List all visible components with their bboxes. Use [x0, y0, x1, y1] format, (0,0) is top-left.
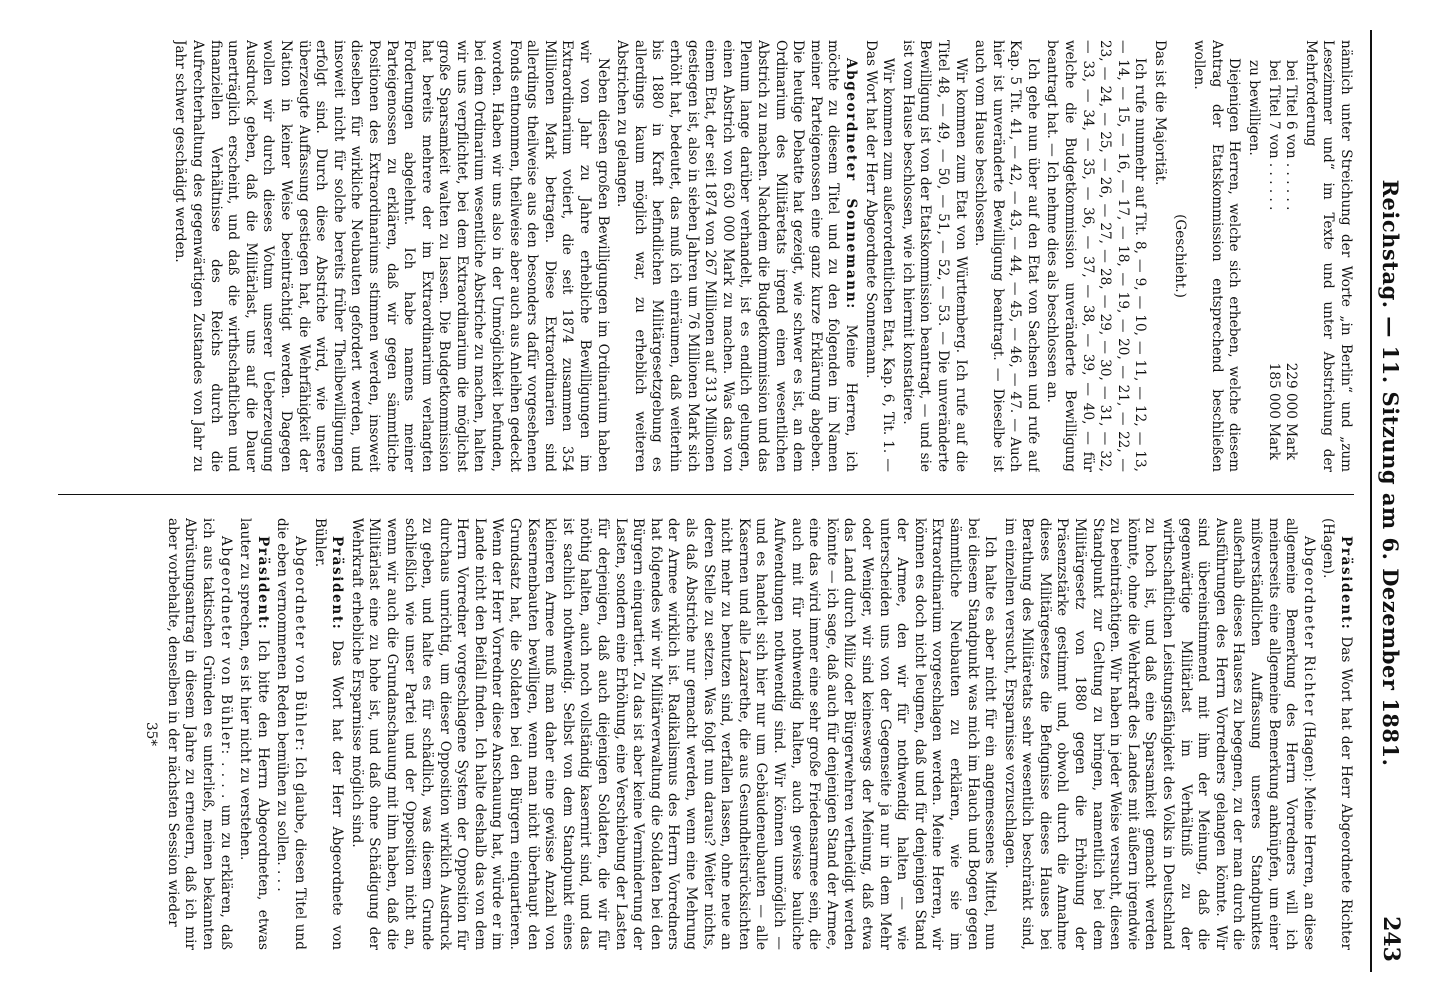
table-row	[1264, 60, 1282, 460]
speech-paragraph	[613, 40, 859, 472]
row-amount: 185 000 Mark	[1265, 362, 1282, 460]
speech-text: Ich bitte den Herrn Abgeordneten, etwas lauter zu sprechen, es ist hier nicht zu verstehen.	[237, 518, 271, 950]
speech-text: (Hagen): Meine Herren, an diese allgemeine Bemerkung des Herrn Vorredners will ich meinerseits eine allgemeine Bemerkung anknüpfen, um einer mißverständlichen Auffassung unseres Standpunktes außerhalb dieses Hauses zu begegnen, zu der man durch die Ausführungen des Herrn Vorredners gelangen könnte. Wir sind übereinstimmend mit ihm der Meinung, daß die gegenwärtige Militärlast im Verhältniß zu der wirthschaftlichen Leistungsfähigkeit des Volks in Deutschland zu hoch ist, und daß eine Sparsamkeit gemacht werden könnte, ohne die Wehrkraft des Landes mit äußern irgendwie zu beeinträchtigen. Wir haben in jeder Weise versucht, diesen Standpunkt zur Geltung zu bringen, namentlich bei dem Militärgesetz von 1880 gegen die Erhöhung der Präsenzstärke gestimmt und, obwohl durch die Annahme dieses Militärgesetzes die Befugnisse dieses Hauses bei Berathung des Militäretats sehr wesentlich beschränkt sind, im einzelnen versucht, Ersparnisse vorzuschlagen.	[1001, 518, 1317, 950]
speaker-name: Präsident:	[1338, 536, 1354, 631]
paragraph: Das ist die Majorität.	[1152, 40, 1169, 186]
table-row	[1282, 60, 1300, 460]
speech-paragraph	[163, 518, 233, 950]
left-column	[58, 40, 1354, 472]
speech-paragraph	[236, 518, 271, 950]
speech-paragraph	[1319, 518, 1354, 950]
right-column	[58, 518, 1354, 950]
paragraph: Ich rufe nunmehr auf Tit. 8, — 9, — 10, — 11, — 12, — 13, — 14, — 15, — 16, — 17, — 18, — 19, — 20, — 21, — 22, — 23, — 24, — 25, — 26, — 27, — 28, — 29, — 30, — 31, — 32, — 33, — 34, — 35, — 36, — 37, — 38, — 39, — 40, — für welche die Budgetkommission unveränderte Bewilligung beantragt hat. — Ich nehme dies als beschlossen an.	[1044, 40, 1149, 472]
column-divider	[58, 494, 1354, 495]
paragraph: Diejenigen Herren, welche sich erheben, welche diesem Antrag der Etatskommission entsprechend beschließen wollen.	[1191, 40, 1243, 472]
speech-text: Ich glaube, diesen Titel und die eben vernommenen Reden bemühen zu sollen. . . .	[274, 518, 308, 950]
speech-text: Das Wort hat der Herr Abgeordnete Richter (Hagen).	[1320, 518, 1354, 950]
speaker-name: Abgeordneter Sonnemann:	[842, 58, 859, 310]
paragraph: Neben diesen großen Bewilligungen im Ordinarium haben wir von Jahr zu Jahre erhebliche Bewilligungen im Extraordinarium votiert, die seit 1874 zusammen 354 Millionen Mark betragen. Diese Extraordinarien sind allerdings theilweise aus den besonders dafür vorgesehenen Fonds entnommen, theilweise aber auch aus Anleihen gedeckt worden. Haben wir uns also in der Unmöglichkeit befunden, bei dem Ordinarium wesentliche Abstriche zu machen, halten wir uns verpflichtet, bei dem Extraordinarium die möglichst große Sparsamkeit walten zu lassen. Die Budgetkommission hat bereits mehrere der im Extraordinarium verlangten Forderungen abgelehnt. Ich habe namens meiner Parteigenossen zu erklären, daß wir gegen sämmtliche Positionen des Extraordinariums stimmen werden, insoweit dieselben für wirkliche Neubauten gefordert werden, und insoweit nicht für solche bereits früher Theilbewilligungen erfolgt sind. Durch diese Abstriche wird, wie unsere überzeugte Auffassung gestiegen hat, die Wehrfähigkeit der Nation in keiner Weise beeinträchtigt werden. Dagegen wollen wir durch dieses Votum unserer Ueberzeugung Ausdruck geben, daß die Militärlast, uns auf die Dauer unerträglich erscheint, und daß die wirthschaftlichen und finanziellen Verhältnisse des Reichs durch die Aufrechterhaltung des gegenwärtigen Zustandes von Jahr zu Jahr schwer geschädigt werden.	[172, 40, 611, 472]
paragraph: Wir kommen zum Etat von Württemberg. Ich rufe auf die Titel 48, — 49, — 50, — 51, — 52, — 53. — Die unveränderte Bewilligung ist von der Etatskommission beantragt, — und sie ist vom Hause beschlossen, wie ich hiermit konstatiere.	[899, 40, 969, 472]
speaker-name: Präsident:	[329, 536, 346, 631]
paragraph: zu bewilligen.	[1246, 60, 1263, 156]
page-number: 243	[1378, 916, 1404, 962]
speech-text: . . . . um zu erklären, daß ich aus taktischen Gründen es unterließ, meinen bekannten Abrüstungsantrag in diesem Jahre zu erneuern, daß ich mir aber vorbehalte, denselben in der nächsten Session wieder	[164, 518, 234, 950]
stage-direction: (Geschieht.)	[1171, 214, 1188, 298]
speech-text: Meine Herren, ich möchte zu diesem Titel und zu den folgenden im Namen meiner Parteigenossen eine ganz kurze Erklärung abgeben. Die heutige Debatte hat gezeigt, wie schwer es ist, an dem Ordinarium des Militäretats irgend einen wesentlichen Abstrich zu machen. Nachdem die Budgetkommission und das Plenum lange darüber verhandelt, ist es endlich gelungen, einen Abstrich von 630 000 Mark zu machen. Was das von einem Etat, der seit 1874 von 267 Millionen auf 313 Millionen gestiegen ist, also in sieben Jahren um 76 Millionen Mark sich erhöht hat, bedeutet, das muß ich einräumen, daß weiterhin bis 1880 in Kraft befindlichen Militärgesetzgebung es allerdings kaum möglich war, zu erheblich weiteren Abstrichen zu gelangen.	[614, 40, 859, 472]
speech-paragraph	[1000, 518, 1317, 950]
paragraph: nämlich unter Streichung der Worte „in Berlin“ und „zum Lesezimmer und“ im Texte und unter Abstrichung der Mehrforderung	[1302, 40, 1354, 472]
speech-paragraph	[273, 518, 308, 950]
speech-paragraph	[310, 518, 345, 950]
page-header	[1370, 30, 1426, 972]
speaker-name: Abgeordneter Richter	[1300, 536, 1317, 717]
speech-text: Das Wort hat der Herr Abgeordnete von Bühler.	[311, 518, 346, 950]
speaker-name: Abgeordneter von Bühler:	[217, 536, 234, 756]
row-label: bei Titel 7 von . . . . . .	[1265, 60, 1282, 211]
row-label: bei Titel 6 von . . . . . .	[1283, 60, 1300, 211]
paragraph: Ich halte es aber nicht für ein angemessenes Mittel, nun bei diesem Standpunkt was mich im Hauch und Bogen gegen sämmtliche Neubauten zu erklären, wie sie im Extraordinarium vorgeschlagen werden. Meine Herren, wir können es doch nicht leugnen, daß und für denjenigen Stand der Armee, den wir für nothwendig halten — wie unterscheiden uns von der Gegenseite ja nur in dem Mehr oder Weniger, wir sind keineswegs der Meinung, daß etwa das Land durch Miliz oder Bürgerwehren vertheidigt werden könnte — ich sage, daß auch für denjenigen Stand der Armee, eine das wird immer eine sehr große Friedensarmee sein, die auch mit für nothwendig halten, auch gewisse bauliche Aufwendungen nothwendig sind. Wir können unmöglich — und es handelt sich hier nur um Gebäudeneubauten — alle Kasernen und alle Lazarethe, die aus Gesundheitsrücksichten nicht mehr zu benutzen sind, verfallen lassen, ohne neue an deren Stelle zu setzen. Was folgt nun daraus? Weiter nichts, als daß Abstriche nur gemacht werden, wenn eine Mehrung der Armee wirklich ist. Radikalismus des Herrn Vorredners hat folgendes wir wir Militärverwaltung die Soldaten bei den Bürgern einquartiert. Zu das ist aber keine Verminderung der Lasten, sondern eine Erhöhung, eine Verschiebung der Lasten für derjenigen, daß auch diejenigen Soldaten, die wir für nöthig halten, auch noch vollständig kasernirt sind, und das ist sachlich nothwendig. Selbst von dem Standpunkt eines kleineren Armee muß man daher eine gewisse Anzahl von Kasernenbauten bewilligen, wenn man nicht überhaupt den Grundsatz hat, die Soldaten bei den Bürgern einquartieren. Wenn der Herr Vorredner diese Anschauung hat, würde er im Lande nicht den Beifall finden. Ich halte deshalb das von dem Herrn Vorredner vorgeschlagene System der Opposition für durchaus unrichtig, um dieser Opposition wirklich Ausdruck zu geben, und halte es für schädlich, was diesem Grunde schließlich wie unser Partei und der Opposition nicht an, wenn wir auch die Grundanschauung mit ihm haben, daß die Militärlast eine zu hohe ist, und daß ohne Schädigung der Wehrkraft erhebliche Ersparnisse möglich sind.	[348, 518, 999, 950]
speaker-name: Präsident:	[254, 536, 271, 631]
row-amount: 229 000 Mark	[1283, 362, 1300, 460]
paragraph: Wir kommen zum außerordentlichen Etat, Kap. 6, Tit. 1. — Das Wort hat der Herr Abgeordnete Sonnemann.	[862, 40, 897, 472]
page-title: Reichstag. — 11. Sitzung am 6. Dezember 1881.	[1378, 179, 1403, 767]
signature-mark: 35*	[143, 721, 160, 747]
speaker-name: Abgeordneter von Bühler:	[291, 536, 308, 753]
paragraph: Ich gehe nun über auf den Etat von Sachsen und rufe auf Kap. 5 Tit. 41, — 42, — 43, — 44, — 45, — 46, — 47. — Auch hier ist unveränderte Bewilligung beantragt. — Dieselbe ist auch vom Hause beschlossen.	[972, 40, 1041, 472]
amount-table	[1264, 60, 1299, 460]
